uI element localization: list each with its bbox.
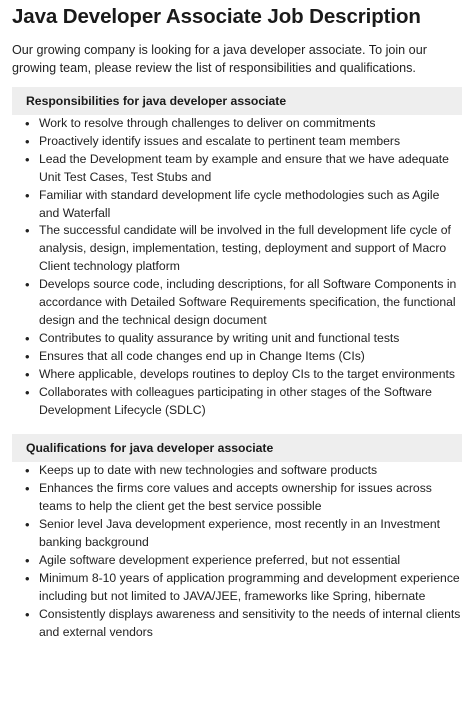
intro-paragraph: Our growing company is looking for a java developer associate. To join our growing team, please review the list of responsibilities and qualifications. [12, 43, 427, 75]
list-item: • Work to resolve through challenges to deliver on commitments [39, 115, 462, 133]
list-item: • Familiar with standard development life cycle methodologies such as Agile and Waterfall [39, 187, 462, 223]
list-item: • The successful candidate will be involved in the full development life cycle of analysis, design, implementation, testing, deployment and support of Macro Client technology platform [39, 222, 462, 276]
list-item: • Ensures that all code changes end up in Change Items (CIs) [39, 348, 462, 366]
list-item: • Agile software development experience preferred, but not essential [39, 552, 462, 570]
page-title: Java Developer Associate Job Description [12, 5, 421, 28]
responsibilities-heading: Responsibilities for java developer associate [12, 87, 462, 115]
list-item: • Lead the Development team by example and ensure that we have adequate Unit Test Cases, Test Stubs and [39, 151, 462, 187]
list-item: • Enhances the firms core values and accepts ownership for issues across teams to help the client get the best service possible [39, 480, 462, 516]
list-item: • Collaborates with colleagues participating in other stages of the Software Development Lifecycle (SDLC) [39, 384, 462, 420]
list-item: • Consistently displays awareness and sensitivity to the needs of internal clients and external vendors [39, 606, 462, 642]
list-item: • Proactively identify issues and escalate to pertinent team members [39, 133, 462, 151]
list-item: • Senior level Java development experience, most recently in an Investment banking background [39, 516, 462, 552]
list-item: • Minimum 8-10 years of application programming and development experience including but not limited to JAVA/JEE, frameworks like Spring, hibernate [39, 570, 462, 606]
responsibilities-list [12, 115, 462, 419]
qualifications-heading: Qualifications for java developer associate [12, 434, 462, 462]
list-item: • Develops source code, including descriptions, for all Software Components in accordance with Detailed Software Requirements specification, the functional design and the technical design document [39, 276, 462, 330]
list-item: • Contributes to quality assurance by writing unit and functional tests [39, 330, 462, 348]
qualifications-list [12, 462, 462, 641]
list-item: • Where applicable, develops routines to deploy CIs to the target environments [39, 366, 462, 384]
list-item: • Keeps up to date with new technologies and software products [39, 462, 462, 480]
